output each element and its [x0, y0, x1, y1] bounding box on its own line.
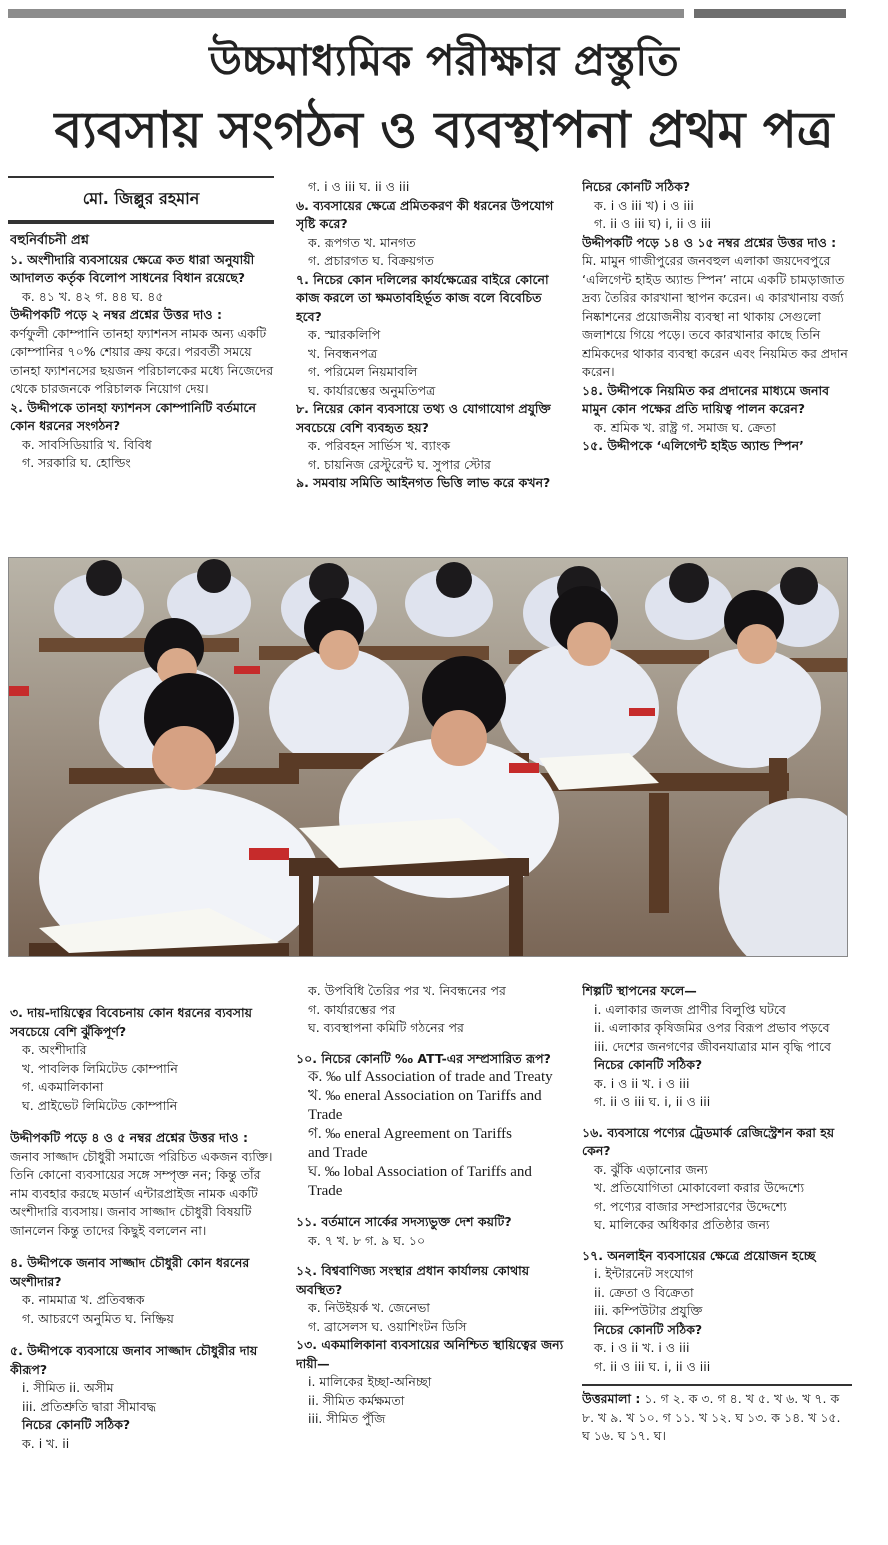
question-5-statement-2: iii. প্রতিশ্রুতি দ্বারা সীমাবদ্ধ	[22, 1398, 156, 1414]
top-rule-left	[8, 9, 684, 18]
question-8-options-1: ক. পরিবহন সার্ভিস খ. ব্যাংক	[308, 438, 451, 453]
question-9-options-2: গ. কার্যারম্ভের পর	[308, 1001, 396, 1017]
exam-hall-photo	[8, 557, 848, 957]
column-1-top	[10, 232, 278, 544]
question-4-options-1: ক. নামমাত্র খ. প্রতিবন্ধক	[22, 1292, 145, 1307]
page-title: ব্যবসায় সংগঠন ও ব্যবস্থাপনা প্রথম পত্র	[54, 101, 834, 159]
question-12-options-2: গ. ব্রাসেলস ঘ. ওয়াশিংটন ডিসি	[308, 1318, 467, 1334]
stimulus-heading: উদ্দীপকটি পড়ে ৪ ও ৫ নম্বর প্রশ্নের উত্তর দাও :	[10, 1130, 248, 1145]
question-14-options: ক. শ্রমিক খ. রাষ্ট্র গ. সমাজ ঘ. ক্রেতা	[594, 419, 776, 435]
section-heading: বহুনির্বাচনী প্রশ্ন	[10, 233, 89, 248]
question-13-options-1: ক. i ও iii খ) i ও iii	[594, 197, 694, 213]
question-16-option-3: গ. পণ্যের বাজার সম্প্রসারণের উদ্দেশ্যে	[594, 1198, 787, 1214]
question-3-option-2: খ. পাবলিক লিমিটেড কোম্পানি	[22, 1060, 178, 1076]
question-15-options-2: গ. ii ও iii ঘ. i, ii ও iii	[594, 1094, 711, 1109]
answer-key-title: উত্তরমালা :	[582, 1391, 641, 1406]
question-5-options: ক. i খ. ii	[22, 1435, 70, 1451]
question-4-options-2: গ. আচরণে অনুমিত ঘ. নিষ্ক্রিয়	[22, 1310, 174, 1326]
question-17-ask: নিচের কোনটি সঠিক?	[594, 1321, 703, 1337]
question-15-statement-1: i. এলাকার জলজ প্রাণীর বিলুপ্তি ঘটবে	[594, 1001, 786, 1017]
answer-key-text: ১. গ ২. ক ৩. গ ৪. খ ৫. খ ৬. খ ৭. ক ৮. খ ৯. খ ১০. গ ১১. খ ১২. ঘ ১৩. ক ১৪. খ ১৫. ঘ ১৬. ঘ ১৭. ঘ।	[582, 1391, 841, 1443]
question-10-option-3: গ. ‰ eneral Agreement on Tariffs	[308, 1126, 512, 1142]
question-7: ৭. নিচের কোন দলিলের কার্যক্ষেত্রের বাইরে কোনো কাজ করলে তা ক্ষমতাবহির্ভূত কাজ বলে বিবেচিত হবে?	[296, 271, 549, 324]
question-3-option-3: গ. একমালিকানা	[22, 1079, 104, 1094]
question-6-options-2: গ. প্রচারগত ঘ. বিক্রয়গত	[308, 253, 434, 268]
question-11-options: ক. ৭ খ. ৮ গ. ৯ ঘ. ১০	[308, 1232, 426, 1248]
question-6: ৬. ব্যবসায়ের ক্ষেত্রে প্রমিতকরণ কী ধরনের উপযোগ সৃষ্টি করে?	[296, 197, 554, 231]
question-11: ১১. বর্তমানে সার্কের সদস্যভুক্ত দেশ কয়টি?	[296, 1214, 512, 1229]
answer-key	[582, 1384, 852, 1446]
top-rule-right	[694, 9, 846, 18]
question-8: ৮. নিয়ের কোন ব্যবসায়ে তথ্য ও যোগাযোগ প্রযুক্তি সবচেয়ে বেশি ব্যবহৃত হয়?	[296, 401, 551, 435]
stimulus-heading: উদ্দীপকটি পড়ে ১৪ ও ১৫ নম্বর প্রশ্নের উত্তর দাও :	[582, 234, 837, 250]
question-16-option-2: খ. প্রতিযোগিতা মোকাবেলা করার উদ্দেশ্যে	[594, 1180, 805, 1195]
photo-illustration	[9, 558, 848, 957]
question-5-statement-1: i. সীমিত ii. অসীম	[22, 1380, 114, 1395]
question-5-ask: নিচের কোনটি সঠিক?	[22, 1417, 131, 1432]
question-10-option-3b: and Trade	[308, 1145, 368, 1161]
column-1-bottom	[10, 1004, 280, 1538]
question-13-statement-1: i. মালিকের ইচ্ছা-অনিচ্ছা	[308, 1374, 432, 1389]
question-16-option-1: ক. ঝুঁকি এড়ানোর জন্য	[594, 1161, 708, 1177]
question-13-statement-3: iii. সীমিত পুঁজি	[308, 1411, 386, 1426]
question-13-ask: নিচের কোনটি সঠিক?	[582, 179, 691, 194]
question-7-option-2: খ. নিবন্ধনপত্র	[308, 345, 378, 361]
question-14: ১৪. উদ্দীপকে নিয়মিত কর প্রদানের মাধ্যমে জনাব মামুন কোন পক্ষের প্রতি দায়িত্ব পালন করেন?	[582, 382, 830, 416]
question-5-options-cont: গ. i ও iii ঘ. ii ও iii	[308, 179, 410, 194]
question-9-options-3: ঘ. ব্যবস্থাপনা কমিটি গঠনের পর	[308, 1020, 464, 1035]
question-1: ১. অংশীদারি ব্যবসায়ের ক্ষেত্রে কত ধারা অনুযায়ী আদালত কর্তৃক বিলোপ সাধনের বিধান রয়েছে?	[10, 251, 255, 285]
question-15-options-1: ক. i ও ii খ. i ও iii	[594, 1075, 690, 1091]
question-9-options-1: ক. উপবিধি তৈরির পর খ. নিবন্ধনের পর	[308, 983, 506, 998]
question-3-option-1: ক. অংশীদারি	[22, 1042, 87, 1057]
question-17-statement-1: i. ইন্টারনেট সংযোগ	[594, 1266, 694, 1281]
question-3: ৩. দায়-দায়িত্বের বিবেচনায় কোন ধরনের ব্যবসায় সবচেয়ে বেশি ঝুঁকিপূর্ণ?	[10, 1005, 252, 1039]
kicker-title: উচ্চমাধ্যমিক পরীক্ষার প্রস্তুতি	[209, 36, 679, 85]
question-13-statement-2: ii. সীমিত কর্মক্ষমতা	[308, 1392, 405, 1408]
question-10-option-2: খ. ‰ eneral Association on Tariffs and Trade	[308, 1088, 542, 1123]
question-7-option-4: ঘ. কার্যারম্ভের অনুমতিপত্র	[308, 382, 436, 398]
question-16: ১৬. ব্যবসায়ে পণ্যের ট্রেডমার্ক রেজিস্ট্রেশন করা হয় কেন?	[582, 1124, 835, 1158]
question-2-options-2: গ. সরকারি ঘ. হোল্ডিং	[22, 455, 131, 470]
question-12: ১২. বিশ্ববাণিজ্য সংস্থার প্রধান কার্যালয় কোথায় অবস্থিত?	[296, 1263, 530, 1297]
stimulus-text: কর্ণফুলী কোম্পানি তানহা ফ্যাশনস নামক অন্য একটি কোম্পানির ৭০% শেয়ার ক্রয় করে। পরবর্তী সময়ে তানহা ফ্যাশনসের ছয়জন পরিচালকের মধ্যে নিজেদের থেকে চারজনকে পরিচালক নিয়োগ দেয়।	[10, 325, 274, 396]
stimulus-text: জনাব সাজ্জাদ চৌধুরী সমাজে পরিচিত একজন ব্যক্তি। তিনি কোনো ব্যবসায়ের সঙ্গে সম্পৃক্ত নন; কিন্তু তাঁর নাম ব্যবহার করছে মডার্ন এন্টারপ্রাইজ নামক একটি অংশীদারি ব্যবসায়। জনাব সাজ্জাদ চৌধুরী বিষয়টি জানলেন কিন্তু তাদের কিছুই বললেন না।	[10, 1148, 273, 1238]
question-10: ১০. নিচের কোনটি ‰ ATT-এর সম্প্রসারিত রূপ?	[296, 1050, 551, 1066]
column-2-bottom	[296, 982, 566, 1538]
question-17-options-1: ক. i ও ii খ. i ও iii	[594, 1340, 690, 1355]
question-2: ২. উদ্দীপকে তানহা ফ্যাশনস কোম্পানিটি বর্তমানে কোন ধরনের সংগঠন?	[10, 399, 256, 433]
question-12-options-1: ক. নিউইয়র্ক খ. জেনেভা	[308, 1300, 430, 1315]
question-13: ১৩. একমালিকানা ব্যবসায়ের অনিশ্চিত স্থায়িত্বের জন্য দায়ী—	[296, 1337, 564, 1371]
question-15: ১৫. উদ্দীপকে ‘এলিগেন্ট হাইড অ্যান্ড স্পিন’	[582, 438, 804, 453]
question-10-option-4: ঘ. ‰ lobal Association of Tariffs and Trade	[308, 1164, 532, 1199]
question-5: ৫. উদ্দীপকে ব্যবসায়ে জনাব সাজ্জাদ চৌধুরীর দায় কীরূপ?	[10, 1343, 258, 1377]
question-17-options-2: গ. ii ও iii ঘ. i, ii ও iii	[594, 1358, 711, 1374]
column-2-top	[296, 178, 564, 544]
question-17-statement-2: ii. ক্রেতা ও বিক্রেতা	[594, 1284, 694, 1300]
question-3-option-4: ঘ. প্রাইভেট লিমিটেড কোম্পানি	[22, 1097, 178, 1113]
column-3-bottom	[582, 982, 852, 1538]
stimulus-heading: উদ্দীপকটি পড়ে ২ নম্বর প্রশ্নের উত্তর দাও :	[10, 307, 222, 322]
question-7-option-1: ক. স্মারকলিপি	[308, 327, 381, 342]
question-7-option-3: গ. পরিমেল নিয়মাবলি	[308, 364, 418, 379]
column-3-top	[582, 178, 852, 544]
question-17: ১৭. অনলাইন ব্যবসায়ের ক্ষেত্রে প্রয়োজন হচ্ছে	[582, 1247, 816, 1263]
byline	[8, 176, 274, 224]
question-15-cont: শিল্পটি স্থাপনের ফলে—	[582, 983, 697, 998]
question-13-options-2: গ. ii ও iii ঘ) i, ii ও iii	[594, 216, 712, 231]
question-4: ৪. উদ্দীপকে জনাব সাজ্জাদ চৌধুরী কোন ধরনের অংশীদার?	[10, 1255, 250, 1289]
question-1-options: ক. ৪১ খ. ৪২ গ. ৪৪ ঘ. ৪৫	[22, 288, 164, 304]
author-name: মো. জিল্লুর রহমান	[82, 189, 200, 208]
question-10-option-1: ক. ‰ ulf Association of trade and Treaty	[308, 1069, 553, 1085]
question-17-statement-3: iii. কম্পিউটার প্রযুক্তি	[594, 1303, 703, 1318]
question-2-options-1: ক. সাবসিডিয়ারি খ. বিবিধ	[22, 436, 152, 452]
question-15-statement-2: ii. এলাকার কৃষিজমির ওপর বিরূপ প্রভাব পড়বে	[594, 1020, 830, 1035]
stimulus-text: মি. মামুন গাজীপুরের জনবহুল এলাকা জয়দেবপুরে ‘এলিগেন্ট হাইড অ্যান্ড স্পিন’ নামে একটি চামড়াজাত দ্রব্য তৈরির কারখানা স্থাপন করেন। এ কারখানায় বর্জ্য নিষ্কাশনের প্রয়োজনীয় ব্যবস্থা না থাকায় সেগুলো জলাশয়ে গিয়ে পড়ে। তবে কারখানার কাছে তিনি শ্রমিকদের থাকার ব্যবস্থা করেন এবং নিয়মিত কর প্রদান করেন।	[582, 253, 848, 379]
question-9: ৯. সমবায় সমিতি আইনগত ভিত্তি লাভ করে কখন?	[296, 475, 551, 490]
question-8-options-2: গ. চায়নিজ রেস্টুরেন্ট ঘ. সুপার স্টোর	[308, 456, 491, 472]
question-16-option-4: ঘ. মালিকের অধিকার প্রতিষ্ঠার জন্য	[594, 1217, 770, 1232]
question-6-options-1: ক. রূপগত খ. মানগত	[308, 234, 416, 250]
question-15-statement-3: iii. দেশের জনগণের জীবনযাত্রার মান বৃদ্ধি পাবে	[594, 1038, 831, 1054]
question-15-ask: নিচের কোনটি সঠিক?	[594, 1057, 703, 1072]
